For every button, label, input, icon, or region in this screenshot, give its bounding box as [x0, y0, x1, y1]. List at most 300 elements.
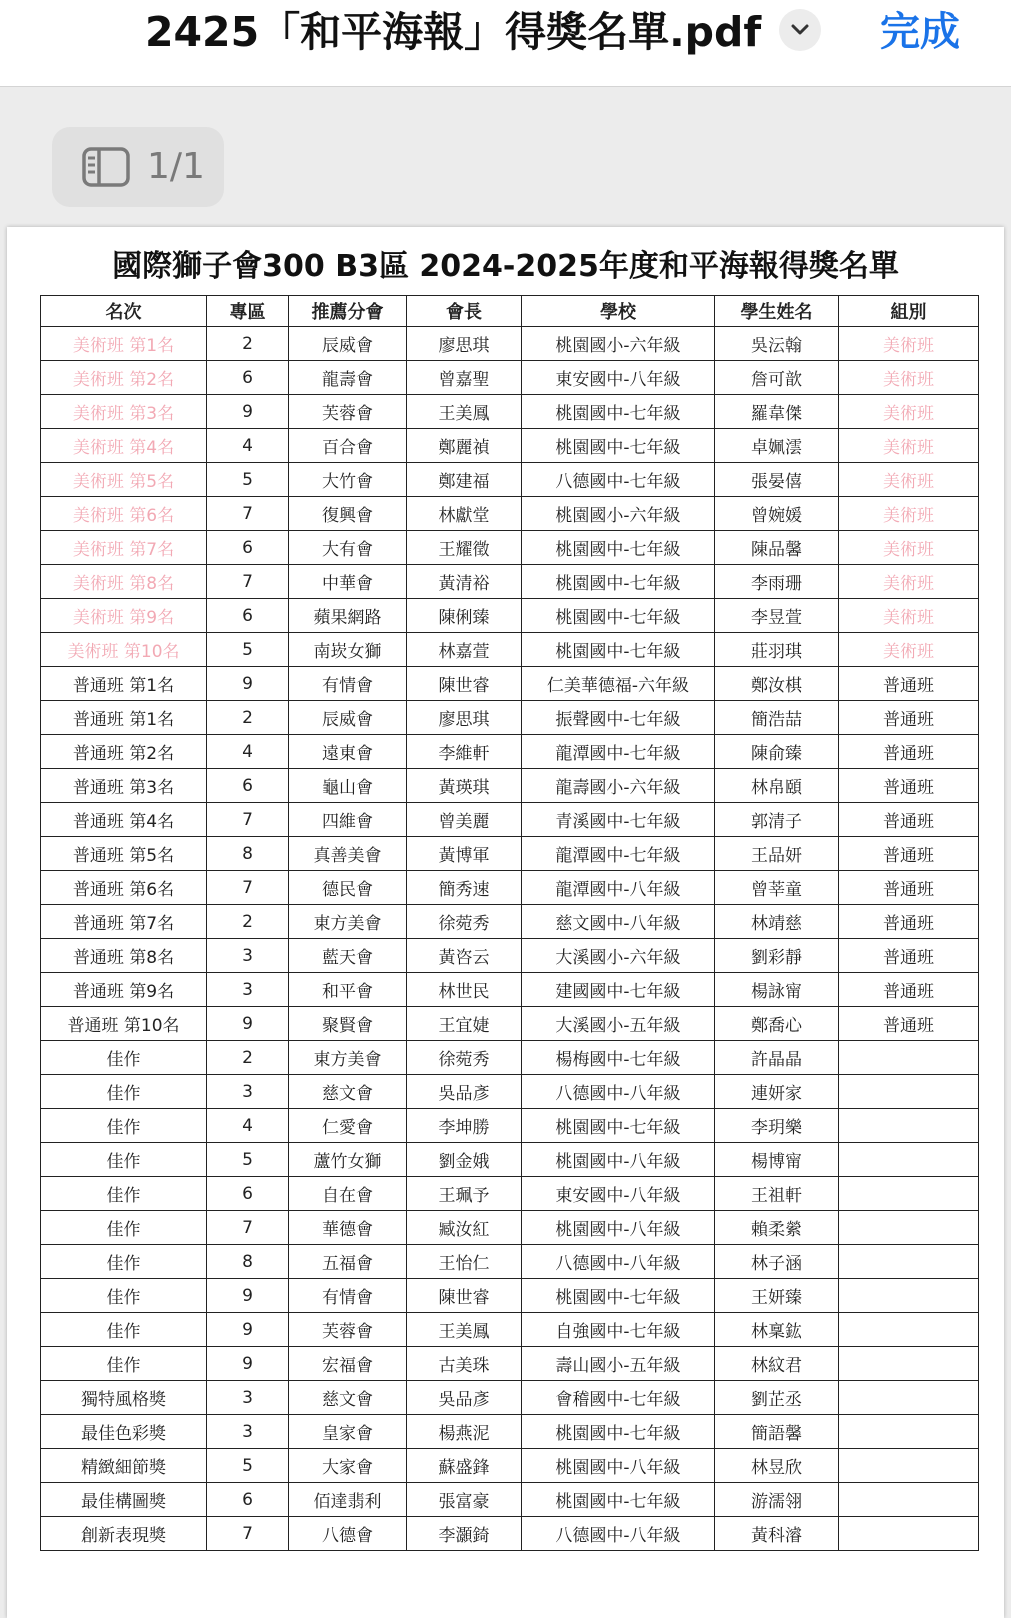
group-cell: [839, 1075, 979, 1109]
group-cell: 美術班: [839, 463, 979, 497]
student-cell: 林靖慈: [715, 905, 839, 939]
club-cell: 辰威會: [289, 327, 407, 361]
column-header: 學校: [522, 296, 715, 327]
student-cell: 陳俞臻: [715, 735, 839, 769]
president-cell: 徐菀秀: [407, 1041, 522, 1075]
president-cell: 黃博軍: [407, 837, 522, 871]
school-cell: 八德國中-八年級: [522, 1517, 715, 1551]
zone-cell: 3: [207, 1075, 289, 1109]
school-cell: 振聲國中-七年級: [522, 701, 715, 735]
zone-cell: 6: [207, 361, 289, 395]
school-cell: 建國國中-七年級: [522, 973, 715, 1007]
zone-cell: 7: [207, 1517, 289, 1551]
zone-cell: 4: [207, 429, 289, 463]
club-cell: 有情會: [289, 1279, 407, 1313]
club-cell: 藍天會: [289, 939, 407, 973]
table-row: [41, 633, 979, 667]
zone-cell: 4: [207, 735, 289, 769]
table-row: [41, 701, 979, 735]
rank-cell: 普通班 第1名: [41, 667, 207, 701]
zone-cell: 6: [207, 531, 289, 565]
column-header: 推薦分會: [289, 296, 407, 327]
table-row: [41, 803, 979, 837]
table-row: [41, 1381, 979, 1415]
president-cell: 吳品彥: [407, 1075, 522, 1109]
student-cell: 黃科濬: [715, 1517, 839, 1551]
student-cell: 劉彩靜: [715, 939, 839, 973]
club-cell: 辰威會: [289, 701, 407, 735]
group-cell: [839, 1177, 979, 1211]
zone-cell: 3: [207, 1381, 289, 1415]
group-cell: [839, 1211, 979, 1245]
student-cell: 詹可歆: [715, 361, 839, 395]
table-row: [41, 1313, 979, 1347]
group-cell: 美術班: [839, 633, 979, 667]
student-cell: 王祖軒: [715, 1177, 839, 1211]
school-cell: 八德國中-八年級: [522, 1075, 715, 1109]
president-cell: 簡秀速: [407, 871, 522, 905]
president-cell: 劉金娥: [407, 1143, 522, 1177]
school-cell: 仁美華德福-六年級: [522, 667, 715, 701]
group-cell: 美術班: [839, 395, 979, 429]
group-cell: [839, 1347, 979, 1381]
school-cell: 青溪國中-七年級: [522, 803, 715, 837]
president-cell: 古美珠: [407, 1347, 522, 1381]
zone-cell: 2: [207, 1041, 289, 1075]
group-cell: 美術班: [839, 531, 979, 565]
club-cell: 龜山會: [289, 769, 407, 803]
president-cell: 林嘉萱: [407, 633, 522, 667]
table-row: [41, 1075, 979, 1109]
club-cell: 自在會: [289, 1177, 407, 1211]
chevron-down-icon: [790, 23, 810, 37]
student-cell: 簡語馨: [715, 1415, 839, 1449]
school-cell: 八德國中-七年級: [522, 463, 715, 497]
president-cell: 曾嘉聖: [407, 361, 522, 395]
zone-cell: 7: [207, 871, 289, 905]
school-cell: 桃園國中-七年級: [522, 1415, 715, 1449]
table-row: [41, 939, 979, 973]
rank-cell: 佳作: [41, 1211, 207, 1245]
president-cell: 黃咨云: [407, 939, 522, 973]
club-cell: 中華會: [289, 565, 407, 599]
student-cell: 吳沄翰: [715, 327, 839, 361]
group-cell: 普通班: [839, 769, 979, 803]
title-menu-button[interactable]: [779, 9, 821, 51]
school-cell: 楊梅國中-七年級: [522, 1041, 715, 1075]
table-row: [41, 599, 979, 633]
rank-cell: 獨特風格獎: [41, 1381, 207, 1415]
zone-cell: 8: [207, 837, 289, 871]
page-indicator[interactable]: [52, 127, 224, 207]
student-cell: 林昱欣: [715, 1449, 839, 1483]
school-cell: 慈文國中-八年級: [522, 905, 715, 939]
president-cell: 吳品彥: [407, 1381, 522, 1415]
club-cell: 芙蓉會: [289, 1313, 407, 1347]
school-cell: 桃園國中-八年級: [522, 1449, 715, 1483]
rank-cell: 美術班 第2名: [41, 361, 207, 395]
president-cell: 徐菀秀: [407, 905, 522, 939]
president-cell: 林獻堂: [407, 497, 522, 531]
president-cell: 王耀徵: [407, 531, 522, 565]
zone-cell: 6: [207, 599, 289, 633]
rank-cell: 佳作: [41, 1347, 207, 1381]
club-cell: 皇家會: [289, 1415, 407, 1449]
school-cell: 桃園國中-八年級: [522, 1211, 715, 1245]
school-cell: 桃園國中-七年級: [522, 1483, 715, 1517]
student-cell: 卓姵澐: [715, 429, 839, 463]
student-cell: 李玥樂: [715, 1109, 839, 1143]
student-cell: 李雨珊: [715, 565, 839, 599]
group-cell: [839, 1109, 979, 1143]
school-cell: 東安國中-八年級: [522, 1177, 715, 1211]
rank-cell: 普通班 第2名: [41, 735, 207, 769]
president-cell: 廖思琪: [407, 701, 522, 735]
school-cell: 桃園國中-七年級: [522, 599, 715, 633]
student-cell: 張晏僖: [715, 463, 839, 497]
zone-cell: 3: [207, 939, 289, 973]
group-cell: 普通班: [839, 1007, 979, 1041]
club-cell: 慈文會: [289, 1381, 407, 1415]
student-cell: 李昱萱: [715, 599, 839, 633]
rank-cell: 佳作: [41, 1143, 207, 1177]
table-row: [41, 1449, 979, 1483]
club-cell: 四維會: [289, 803, 407, 837]
group-cell: 普通班: [839, 803, 979, 837]
student-cell: 王品妍: [715, 837, 839, 871]
club-cell: 遠東會: [289, 735, 407, 769]
school-cell: 桃園國小-六年級: [522, 497, 715, 531]
zone-cell: 5: [207, 463, 289, 497]
rank-cell: 美術班 第3名: [41, 395, 207, 429]
school-cell: 桃園國中-八年級: [522, 1143, 715, 1177]
rank-cell: 佳作: [41, 1109, 207, 1143]
student-cell: 劉芷丞: [715, 1381, 839, 1415]
zone-cell: 2: [207, 905, 289, 939]
student-cell: 游濡翎: [715, 1483, 839, 1517]
group-cell: 普通班: [839, 973, 979, 1007]
table-row: [41, 395, 979, 429]
group-cell: 美術班: [839, 599, 979, 633]
student-cell: 楊博甯: [715, 1143, 839, 1177]
table-row: [41, 497, 979, 531]
student-cell: 楊詠甯: [715, 973, 839, 1007]
zone-cell: 7: [207, 497, 289, 531]
president-cell: 蘇盛鋒: [407, 1449, 522, 1483]
rank-cell: 美術班 第6名: [41, 497, 207, 531]
rank-cell: 美術班 第9名: [41, 599, 207, 633]
president-cell: 王宜婕: [407, 1007, 522, 1041]
group-cell: [839, 1313, 979, 1347]
table-row: [41, 429, 979, 463]
president-cell: 李灝錡: [407, 1517, 522, 1551]
table-row: [41, 1279, 979, 1313]
president-cell: 王珮予: [407, 1177, 522, 1211]
rank-cell: 普通班 第7名: [41, 905, 207, 939]
rank-cell: 普通班 第8名: [41, 939, 207, 973]
zone-cell: 5: [207, 1449, 289, 1483]
zone-cell: 2: [207, 701, 289, 735]
student-cell: 羅韋傑: [715, 395, 839, 429]
student-cell: 郭清子: [715, 803, 839, 837]
club-cell: 東方美會: [289, 905, 407, 939]
group-cell: 美術班: [839, 565, 979, 599]
student-cell: 賴柔縈: [715, 1211, 839, 1245]
school-cell: 桃園國中-七年級: [522, 565, 715, 599]
zone-cell: 6: [207, 769, 289, 803]
group-cell: [839, 1449, 979, 1483]
table-row: [41, 565, 979, 599]
zone-cell: 9: [207, 1279, 289, 1313]
rank-cell: 佳作: [41, 1075, 207, 1109]
group-cell: 美術班: [839, 361, 979, 395]
school-cell: 龍潭國中-八年級: [522, 871, 715, 905]
school-cell: 桃園國中-七年級: [522, 531, 715, 565]
table-row: [41, 327, 979, 361]
student-cell: 陳品馨: [715, 531, 839, 565]
rank-cell: 普通班 第9名: [41, 973, 207, 1007]
table-row: [41, 667, 979, 701]
rank-cell: 美術班 第8名: [41, 565, 207, 599]
table-row: [41, 1109, 979, 1143]
table-row: [41, 871, 979, 905]
president-cell: 黃瑛琪: [407, 769, 522, 803]
column-header: 組別: [839, 296, 979, 327]
table-header-row: [41, 296, 979, 327]
zone-cell: 6: [207, 1483, 289, 1517]
school-cell: 龍潭國中-七年級: [522, 735, 715, 769]
done-button[interactable]: 完成: [880, 9, 960, 55]
group-cell: 普通班: [839, 735, 979, 769]
school-cell: 龍潭國中-七年級: [522, 837, 715, 871]
president-cell: 臧汝紅: [407, 1211, 522, 1245]
group-cell: [839, 1279, 979, 1313]
president-cell: 王美鳳: [407, 1313, 522, 1347]
president-cell: 楊燕泥: [407, 1415, 522, 1449]
club-cell: 慈文會: [289, 1075, 407, 1109]
group-cell: 普通班: [839, 905, 979, 939]
rank-cell: 佳作: [41, 1245, 207, 1279]
group-cell: [839, 1415, 979, 1449]
school-cell: 東安國中-八年級: [522, 361, 715, 395]
school-cell: 壽山國小-五年級: [522, 1347, 715, 1381]
president-cell: 李坤勝: [407, 1109, 522, 1143]
table-row: [41, 1143, 979, 1177]
rank-cell: 美術班 第1名: [41, 327, 207, 361]
column-header: 會長: [407, 296, 522, 327]
table-row: [41, 837, 979, 871]
student-cell: 林紋君: [715, 1347, 839, 1381]
group-cell: 普通班: [839, 701, 979, 735]
club-cell: 仁愛會: [289, 1109, 407, 1143]
club-cell: 龍壽會: [289, 361, 407, 395]
school-cell: 桃園國中-七年級: [522, 633, 715, 667]
table-row: [41, 905, 979, 939]
student-cell: 林稟鈜: [715, 1313, 839, 1347]
president-cell: 黃清裕: [407, 565, 522, 599]
table-row: [41, 531, 979, 565]
president-cell: 曾美麗: [407, 803, 522, 837]
zone-cell: 9: [207, 1007, 289, 1041]
president-cell: 王怡仁: [407, 1245, 522, 1279]
club-cell: 大有會: [289, 531, 407, 565]
column-header: 學生姓名: [715, 296, 839, 327]
student-cell: 鄭喬心: [715, 1007, 839, 1041]
club-cell: 復興會: [289, 497, 407, 531]
rank-cell: 普通班 第10名: [41, 1007, 207, 1041]
club-cell: 聚賢會: [289, 1007, 407, 1041]
school-cell: 桃園國小-六年級: [522, 327, 715, 361]
club-cell: 南崁女獅: [289, 633, 407, 667]
club-cell: 佰達翡利: [289, 1483, 407, 1517]
group-cell: [839, 1517, 979, 1551]
rank-cell: 普通班 第4名: [41, 803, 207, 837]
rank-cell: 美術班 第7名: [41, 531, 207, 565]
table-row: [41, 1483, 979, 1517]
president-cell: 陳世睿: [407, 1279, 522, 1313]
zone-cell: 5: [207, 633, 289, 667]
student-cell: 林帛頤: [715, 769, 839, 803]
group-cell: 普通班: [839, 939, 979, 973]
rank-cell: 普通班 第6名: [41, 871, 207, 905]
table-row: [41, 735, 979, 769]
group-cell: 美術班: [839, 497, 979, 531]
president-cell: 廖思琪: [407, 327, 522, 361]
document-title[interactable]: 2425「和平海報」得獎名單.pdf: [145, 8, 762, 56]
sidebar-toggle-icon: [82, 147, 130, 187]
rank-cell: 佳作: [41, 1177, 207, 1211]
zone-cell: 6: [207, 1177, 289, 1211]
school-cell: 桃園國中-七年級: [522, 395, 715, 429]
rank-cell: 精緻細節獎: [41, 1449, 207, 1483]
table-row: [41, 1347, 979, 1381]
club-cell: 東方美會: [289, 1041, 407, 1075]
table-row: [41, 1211, 979, 1245]
rank-cell: 最佳構圖獎: [41, 1483, 207, 1517]
zone-cell: 9: [207, 1313, 289, 1347]
rank-cell: 美術班 第10名: [41, 633, 207, 667]
club-cell: 芙蓉會: [289, 395, 407, 429]
table-row: [41, 463, 979, 497]
rank-cell: 普通班 第1名: [41, 701, 207, 735]
group-cell: [839, 1483, 979, 1517]
president-cell: 陳世睿: [407, 667, 522, 701]
rank-cell: 創新表現獎: [41, 1517, 207, 1551]
group-cell: 美術班: [839, 327, 979, 361]
group-cell: 普通班: [839, 667, 979, 701]
club-cell: 百合會: [289, 429, 407, 463]
student-cell: 莊羽琪: [715, 633, 839, 667]
rank-cell: 普通班 第5名: [41, 837, 207, 871]
school-cell: 大溪國小-五年級: [522, 1007, 715, 1041]
column-header: 專區: [207, 296, 289, 327]
club-cell: 有情會: [289, 667, 407, 701]
table-row: [41, 1415, 979, 1449]
zone-cell: 7: [207, 1211, 289, 1245]
table-row: [41, 973, 979, 1007]
student-cell: 曾婉媛: [715, 497, 839, 531]
school-cell: 桃園國中-七年級: [522, 1279, 715, 1313]
school-cell: 會稽國中-七年級: [522, 1381, 715, 1415]
club-cell: 和平會: [289, 973, 407, 1007]
table-row: [41, 1517, 979, 1551]
zone-cell: 7: [207, 803, 289, 837]
zone-cell: 8: [207, 1245, 289, 1279]
club-cell: 華德會: [289, 1211, 407, 1245]
club-cell: 蘋果網路: [289, 599, 407, 633]
student-cell: 曾莘童: [715, 871, 839, 905]
table-row: [41, 769, 979, 803]
student-cell: 許晶晶: [715, 1041, 839, 1075]
club-cell: 宏福會: [289, 1347, 407, 1381]
club-cell: 蘆竹女獅: [289, 1143, 407, 1177]
school-cell: 自強國中-七年級: [522, 1313, 715, 1347]
group-cell: [839, 1245, 979, 1279]
school-cell: 桃園國中-七年級: [522, 429, 715, 463]
student-cell: 林子涵: [715, 1245, 839, 1279]
school-cell: 大溪國小-六年級: [522, 939, 715, 973]
zone-cell: 3: [207, 1415, 289, 1449]
top-bar: [0, 0, 1011, 87]
table-row: [41, 1007, 979, 1041]
president-cell: 陳俐臻: [407, 599, 522, 633]
student-cell: 鄭汝棋: [715, 667, 839, 701]
club-cell: 真善美會: [289, 837, 407, 871]
rank-cell: 美術班 第4名: [41, 429, 207, 463]
group-cell: [839, 1143, 979, 1177]
club-cell: 八德會: [289, 1517, 407, 1551]
rank-cell: 佳作: [41, 1041, 207, 1075]
zone-cell: 9: [207, 1347, 289, 1381]
page-count: 1/1: [147, 146, 205, 187]
awards-table: [40, 295, 979, 1551]
president-cell: 鄭建福: [407, 463, 522, 497]
student-cell: 簡浩喆: [715, 701, 839, 735]
zone-cell: 2: [207, 327, 289, 361]
school-cell: 龍壽國小-六年級: [522, 769, 715, 803]
column-header: 名次: [41, 296, 207, 327]
table-row: [41, 1245, 979, 1279]
rank-cell: 佳作: [41, 1313, 207, 1347]
table-row: [41, 1177, 979, 1211]
zone-cell: 9: [207, 395, 289, 429]
pdf-page[interactable]: [7, 227, 1004, 1618]
group-cell: [839, 1041, 979, 1075]
table-row: [41, 1041, 979, 1075]
student-cell: 王妍臻: [715, 1279, 839, 1313]
zone-cell: 7: [207, 565, 289, 599]
president-cell: 李維軒: [407, 735, 522, 769]
zone-cell: 9: [207, 667, 289, 701]
school-cell: 桃園國中-七年級: [522, 1109, 715, 1143]
zone-cell: 4: [207, 1109, 289, 1143]
president-cell: 林世民: [407, 973, 522, 1007]
student-cell: 連妍家: [715, 1075, 839, 1109]
rank-cell: 普通班 第3名: [41, 769, 207, 803]
sheet-title: 國際獅子會300 B3區 2024-2025年度和平海報得獎名單: [112, 249, 899, 284]
group-cell: [839, 1381, 979, 1415]
zone-cell: 5: [207, 1143, 289, 1177]
table-row: [41, 361, 979, 395]
rank-cell: 美術班 第5名: [41, 463, 207, 497]
zone-cell: 3: [207, 973, 289, 1007]
club-cell: 五福會: [289, 1245, 407, 1279]
club-cell: 德民會: [289, 871, 407, 905]
club-cell: 大家會: [289, 1449, 407, 1483]
rank-cell: 佳作: [41, 1279, 207, 1313]
group-cell: 美術班: [839, 429, 979, 463]
rank-cell: 最佳色彩獎: [41, 1415, 207, 1449]
